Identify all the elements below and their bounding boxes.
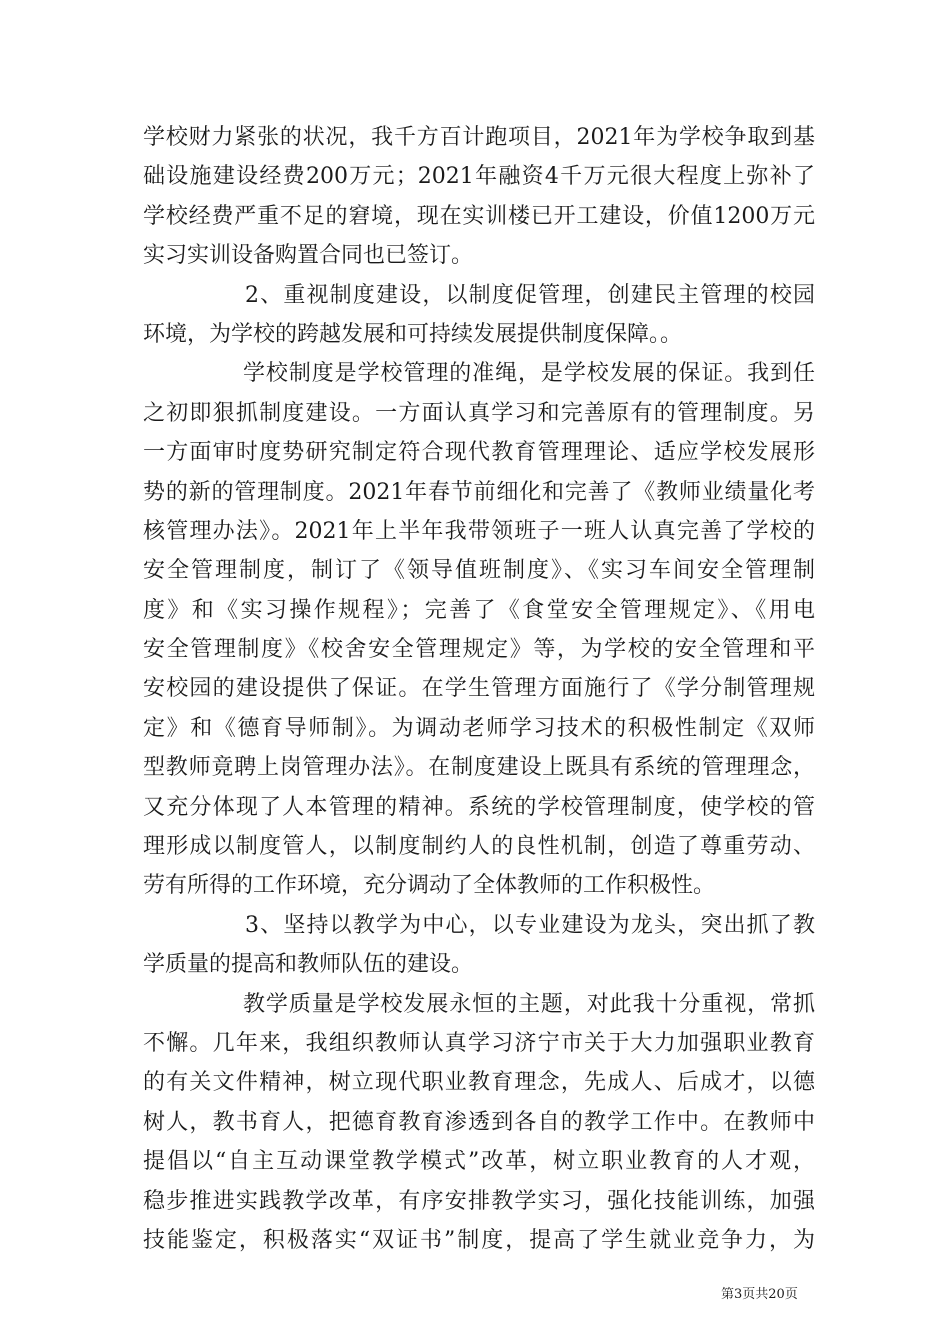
page-number: 第3页共20页 [721,1287,798,1302]
text-line: 一方面审时度势研究制定符合现代教育管理理论、适应学校发展形 [143,440,815,466]
document-body [143,118,815,1260]
text-line: 础设施建设经费200万元；2021年融资4千万元很大程度上弥补了 [143,164,815,190]
text-line: 学质量的提高和教师队伍的建设。 [143,952,474,978]
text-line: 实习实训设备购置合同也已签订。 [143,243,474,269]
text-line: 安全管理制度》《校舍安全管理规定》等，为学校的安全管理和平 [143,637,815,663]
text-line: 理形成以制度管人，以制度制约人的良性机制，创造了尊重劳动、 [143,834,815,860]
text-line: 树人，教书育人，把德育教育渗透到各自的教学工作中。在教师中 [143,1109,815,1135]
text-line: 型教师竟聘上岗管理办法》。在制度建设上既具有系统的管理理念， [143,755,815,781]
text-line: 又充分体现了人本管理的精神。系统的学校管理制度，使学校的管 [143,794,815,820]
text-line: 提倡以“自主互动课堂教学模式”改革，树立职业教育的人才观， [143,1149,815,1175]
text-line: 安校园的建设提供了保证。在学生管理方面施行了《学分制管理规 [143,676,815,702]
text-line: 环境，为学校的跨越发展和可持续发展提供制度保障。。 [143,321,683,347]
text-line: 学校制度是学校管理的准绳，是学校发展的保证。我到任 [243,361,815,387]
text-line: 核管理办法》。2021年上半年我带领班子一班人认真完善了学校的 [143,518,815,544]
text-line: 稳步推进实践教学改革，有序安排教学实习，强化技能训练，加强 [143,1188,815,1214]
text-line: 度》和《实习操作规程》；完善了《食堂安全管理规定》、《用电 [143,597,815,623]
text-line: 安全管理制度，制订了《领导值班制度》、《实习车间安全管理制 [143,558,815,584]
text-line: 劳有所得的工作环境，充分调动了全体教师的工作积极性。 [143,873,716,899]
text-line: 的有关文件精神，树立现代职业教育理念，先成人、后成才，以德 [143,1070,815,1096]
text-line: 之初即狠抓制度建设。一方面认真学习和完善原有的管理制度。另 [143,400,815,426]
text-line: 势的新的管理制度。2021年春节前细化和完善了《教师业绩量化考 [143,479,815,505]
text-line: 2、重视制度建设，以制度促管理，创建民主管理的校园 [245,282,815,308]
text-line: 学校经费严重不足的窘境，现在实训楼已开工建设，价值1200万元 [143,203,815,229]
text-line: 学校财力紧张的状况，我千方百计跑项目，2021年为学校争取到基 [143,125,815,150]
text-line: 3、坚持以教学为中心，以专业建设为龙头，突出抓了教 [245,912,815,938]
text-line: 教学质量是学校发展永恒的主题，对此我十分重视，常抓 [243,991,815,1017]
text-line: 不懈。几年来，我组织教师认真学习济宁市关于大力加强职业教育 [143,1030,815,1056]
text-line: 定》和《德育导师制》。为调动老师学习技术的积极性制定《双师 [143,715,815,741]
text-line: 技能鉴定，积极落实“双证书”制度，提高了学生就业竞争力，为 [143,1227,815,1253]
